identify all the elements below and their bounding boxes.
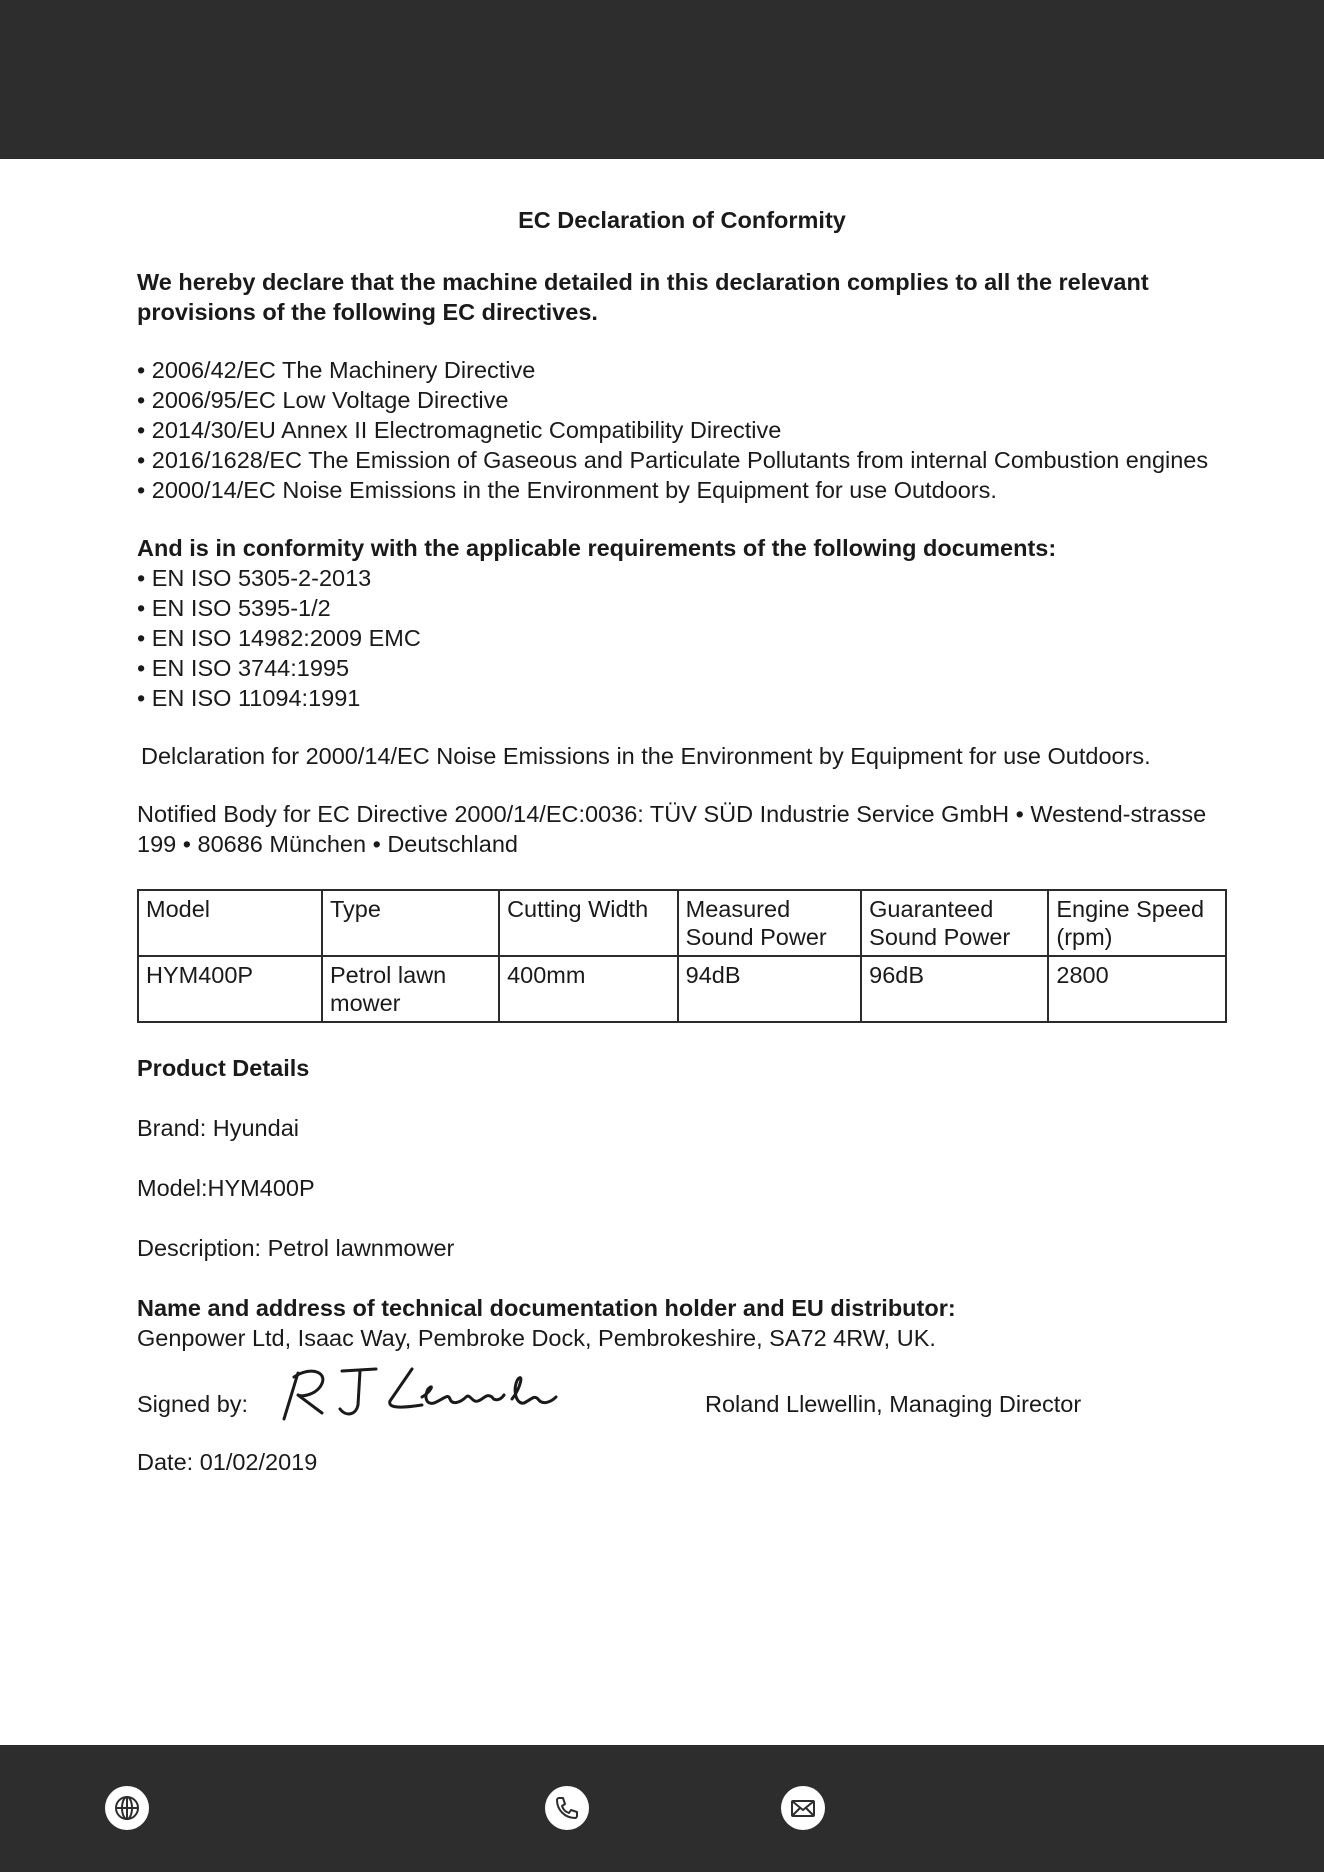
directives-list bbox=[137, 355, 1227, 505]
documents-list bbox=[137, 563, 1227, 713]
table-header-cell: Model bbox=[138, 890, 322, 956]
holder-heading: Name and address of technical documentation holder and EU distributor: bbox=[137, 1295, 956, 1321]
declaration-date: Date: 01/02/2019 bbox=[137, 1449, 318, 1475]
mail-icon[interactable] bbox=[781, 1786, 825, 1830]
signature-row bbox=[137, 1359, 1227, 1429]
table-header-cell: Engine Speed (rpm) bbox=[1048, 890, 1226, 956]
table-cell: HYM400P bbox=[138, 956, 322, 1022]
list-item: • 2014/30/EU Annex II Electromagnetic Compatibility Directive bbox=[137, 417, 782, 443]
list-item: • EN ISO 3744:1995 bbox=[137, 655, 350, 681]
specs-table bbox=[137, 889, 1227, 1023]
list-item: • EN ISO 11094:1991 bbox=[137, 685, 361, 711]
signed-by-label: Signed by: bbox=[137, 1391, 249, 1417]
handwritten-signature bbox=[272, 1359, 592, 1431]
list-item: • 2006/95/EC Low Voltage Directive bbox=[137, 387, 509, 413]
list-item: • 2016/1628/EC The Emission of Gaseous and Particulate Pollutants from internal Combustion engines bbox=[137, 447, 1209, 473]
list-item: • EN ISO 14982:2009 EMC bbox=[137, 625, 421, 651]
footer-band bbox=[0, 1745, 1324, 1872]
conformity-heading: And is in conformity with the applicable requirements of the following documents: bbox=[137, 535, 1057, 561]
table-row bbox=[138, 956, 1226, 1022]
table-cell: 400mm bbox=[499, 956, 678, 1022]
signer-name: Roland Llewellin, Managing Director bbox=[705, 1391, 1082, 1417]
page-title: EC Declaration of Conformity bbox=[518, 207, 846, 233]
phone-icon[interactable] bbox=[545, 1786, 589, 1830]
table-header-cell: Measured Sound Power bbox=[678, 890, 862, 956]
table-header-cell: Type bbox=[322, 890, 499, 956]
notified-body: Notified Body for EC Directive 2000/14/EC:0036: TÜV SÜD Industrie Service GmbH • Westend-strasse 199 • 80686 München • Deutschland bbox=[137, 801, 1207, 857]
header-band bbox=[0, 0, 1324, 159]
declaration-note: Delclaration for 2000/14/EC Noise Emissions in the Environment by Equipment for use Outdoors. bbox=[141, 743, 1151, 769]
list-item: • 2000/14/EC Noise Emissions in the Environment by Equipment for use Outdoors. bbox=[137, 477, 997, 503]
list-item: • 2006/42/EC The Machinery Directive bbox=[137, 357, 536, 383]
product-model: Model:HYM400P bbox=[137, 1175, 315, 1201]
product-details-heading: Product Details bbox=[137, 1055, 310, 1081]
list-item: • EN ISO 5305-2-2013 bbox=[137, 565, 372, 591]
table-header-row bbox=[138, 890, 1226, 956]
product-brand: Brand: Hyundai bbox=[137, 1115, 299, 1141]
table-header-cell: Guaranteed Sound Power bbox=[861, 890, 1048, 956]
intro-statement: We hereby declare that the machine detailed in this declaration complies to all the relevant provisions of the following EC directives. bbox=[137, 269, 1149, 325]
table-cell: 94dB bbox=[678, 956, 862, 1022]
globe-icon[interactable] bbox=[105, 1786, 149, 1830]
table-cell: 2800 bbox=[1048, 956, 1226, 1022]
list-item: • EN ISO 5395-1/2 bbox=[137, 595, 331, 621]
table-header-cell: Cutting Width bbox=[499, 890, 678, 956]
table-cell: Petrol lawn mower bbox=[322, 956, 499, 1022]
declaration-document bbox=[137, 205, 1227, 1477]
table-cell: 96dB bbox=[861, 956, 1048, 1022]
holder-address: Genpower Ltd, Isaac Way, Pembroke Dock, Pembrokeshire, SA72 4RW, UK. bbox=[137, 1325, 936, 1351]
product-description: Description: Petrol lawnmower bbox=[137, 1235, 455, 1261]
